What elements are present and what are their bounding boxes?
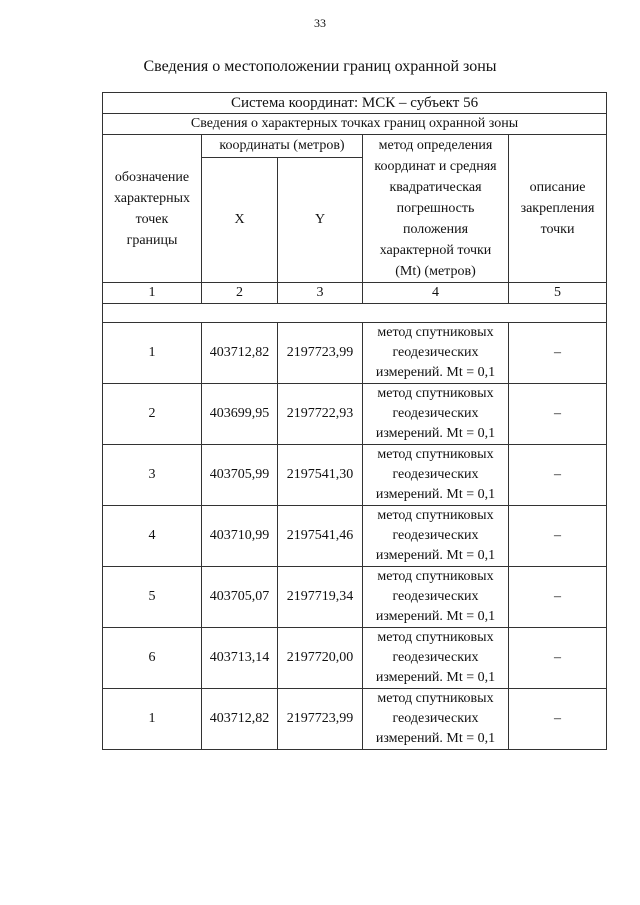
document-title: Сведения о местоположении границ охранной зоны bbox=[143, 58, 497, 75]
table-row bbox=[103, 445, 607, 506]
x-coordinate: 403710,99 bbox=[202, 506, 278, 567]
x-coordinate: 403712,82 bbox=[202, 323, 278, 384]
table-row bbox=[103, 506, 607, 567]
method-cell: метод спутниковых геодезических измерений. Mt = 0,1 bbox=[363, 445, 509, 506]
fixation-description: – bbox=[509, 567, 607, 628]
column-number-row bbox=[103, 283, 607, 304]
column-header-row bbox=[103, 135, 607, 158]
point-number: 4 bbox=[103, 506, 202, 567]
point-number: 1 bbox=[103, 689, 202, 750]
column-number: 1 bbox=[103, 283, 202, 304]
point-number: 6 bbox=[103, 628, 202, 689]
point-number: 3 bbox=[103, 445, 202, 506]
x-coordinate: 403705,07 bbox=[202, 567, 278, 628]
y-coordinate: 2197723,99 bbox=[278, 323, 363, 384]
table-row bbox=[103, 628, 607, 689]
points-info-row bbox=[103, 114, 607, 135]
x-coordinate: 403699,95 bbox=[202, 384, 278, 445]
table-row bbox=[103, 567, 607, 628]
y-coordinate: 2197723,99 bbox=[278, 689, 363, 750]
method-cell: метод спутниковых геодезических измерений. Mt = 0,1 bbox=[363, 506, 509, 567]
x-coordinate: 403705,99 bbox=[202, 445, 278, 506]
column-number: 3 bbox=[278, 283, 363, 304]
x-header: X bbox=[202, 158, 278, 283]
y-coordinate: 2197541,46 bbox=[278, 506, 363, 567]
method-cell: метод спутниковых геодезических измерений. Mt = 0,1 bbox=[363, 323, 509, 384]
point-number: 1 bbox=[103, 323, 202, 384]
point-number: 5 bbox=[103, 567, 202, 628]
fixation-description: – bbox=[509, 689, 607, 750]
fixation-description: – bbox=[509, 323, 607, 384]
coordinates-group-header: координаты (метров) bbox=[202, 135, 363, 158]
points-info-header: Сведения о характерных точках границ охранной зоны bbox=[103, 114, 607, 135]
y-header: Y bbox=[278, 158, 363, 283]
y-coordinate: 2197719,34 bbox=[278, 567, 363, 628]
table-row bbox=[103, 689, 607, 750]
method-cell: метод спутниковых геодезических измерений. Mt = 0,1 bbox=[363, 689, 509, 750]
point-number: 2 bbox=[103, 384, 202, 445]
column-number: 5 bbox=[509, 283, 607, 304]
fixation-description: – bbox=[509, 506, 607, 567]
coordinate-system-row bbox=[103, 93, 607, 114]
blank-row bbox=[103, 304, 607, 323]
column-number: 2 bbox=[202, 283, 278, 304]
method-cell: метод спутниковых геодезических измерений. Mt = 0,1 bbox=[363, 628, 509, 689]
blank-cell bbox=[103, 304, 607, 323]
x-coordinate: 403713,14 bbox=[202, 628, 278, 689]
method-cell: метод спутниковых геодезических измерений. Mt = 0,1 bbox=[363, 384, 509, 445]
point-designation-header: обозначение характерных точек границы bbox=[103, 135, 202, 283]
fixation-description: – bbox=[509, 628, 607, 689]
page-number: 33 bbox=[314, 16, 326, 30]
x-coordinate: 403712,82 bbox=[202, 689, 278, 750]
method-header: метод определения координат и средняя квадратическая погрешность положения характерной точки (Mt) (метров) bbox=[363, 135, 509, 283]
coordinate-system-header: Система координат: МСК – субъект 56 bbox=[103, 93, 607, 114]
fixation-description: – bbox=[509, 445, 607, 506]
y-coordinate: 2197722,93 bbox=[278, 384, 363, 445]
table-row bbox=[103, 323, 607, 384]
column-number: 4 bbox=[363, 283, 509, 304]
method-cell: метод спутниковых геодезических измерений. Mt = 0,1 bbox=[363, 567, 509, 628]
y-coordinate: 2197720,00 bbox=[278, 628, 363, 689]
boundary-points-table bbox=[102, 92, 607, 750]
table-row bbox=[103, 384, 607, 445]
fixation-description: – bbox=[509, 384, 607, 445]
y-coordinate: 2197541,30 bbox=[278, 445, 363, 506]
fixation-description-header: описание закрепления точки bbox=[509, 135, 607, 283]
